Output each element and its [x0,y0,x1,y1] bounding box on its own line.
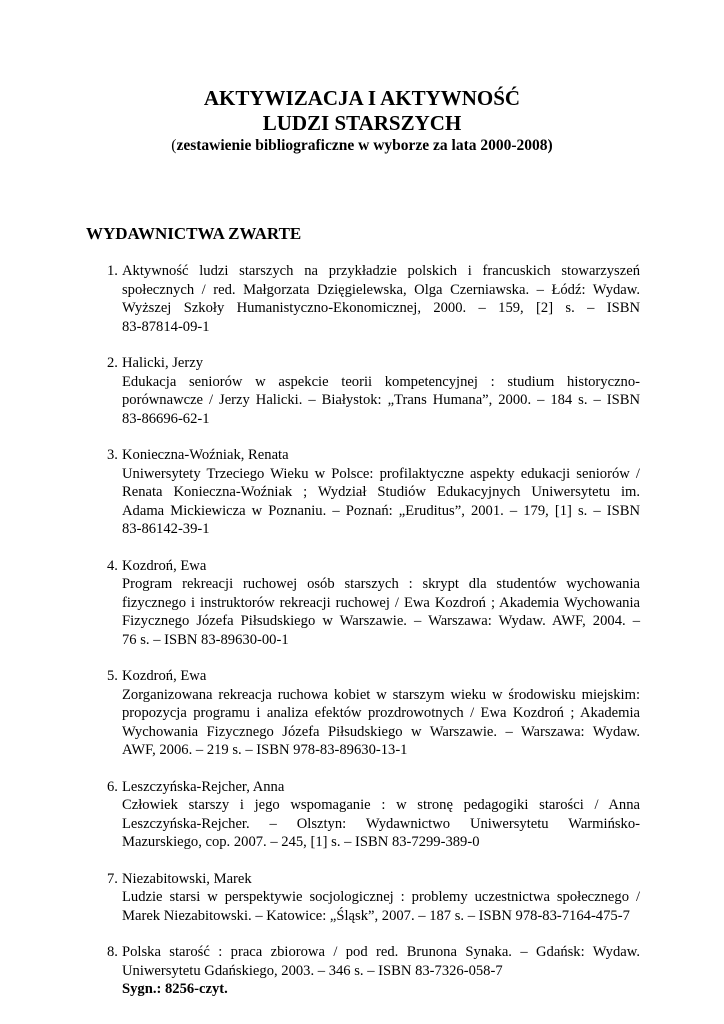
bibliography-list [107,262,640,1017]
entry-number: 7. [107,870,118,887]
entry-line: propozycja programu i analiza efektów prozdrowotnych / Ewa Kozdroń ; Akademia [122,705,640,721]
page-subtitle [0,137,724,155]
entry-line: Wychowania Fizycznego Józefa Piłsudskiego w Warszawie. – Warszawa: Wydaw. [122,723,640,740]
entry-author: Halicki, Jerzy [122,355,204,371]
entry-number: 1. [107,263,118,279]
entry-line: Uniwersytetu Gdańskiego, 2003. – 346 s. – ISBN 83-7326-058-7 [122,962,503,979]
entry-line: Mazurskiego, cop. 2007. – 245, [1] s. – ISBN 83-7299-389-0 [122,834,480,850]
entry-author: Leszczyńska-Rejcher, Anna [122,778,285,795]
entry-line: Renata Konieczna-Woźniak ; Wydział Studiów Edukacyjnych Uniwersytetu im. [122,484,640,500]
entry-line: AWF, 2006. – 219 s. – ISBN 978-83-89630-13-1 [122,742,408,758]
entry-line: Marek Niezabitowski. – Katowice: „Śląsk”, 2007. – 187 s. – ISBN 978-83-7164-475-7 [122,907,630,924]
entry-line: Program rekreacji ruchowej osób starszych : skrypt dla studentów wychowania [122,576,640,592]
entry-line: Polska starość : praca zbiorowa / pod red. Brunona Synaka. – Gdańsk: Wydaw. [122,944,640,960]
entry-line: Ludzie starsi w perspektywie socjologicznej : problemy uczestnictwa społecznego / [122,889,640,905]
entry-number: 4. [107,557,118,574]
call-number: Sygn.: 8256-czyt. [122,981,228,997]
page-title: AKTYWIZACJA I AKTYWNOŚĆ [203,86,521,110]
entry-line: Edukacja seniorów w aspekcie teorii kompetencyjnej : studium historyczno- [122,373,640,390]
bibliography-entry [107,557,640,650]
entry-line: 83-87814-09-1 [122,318,210,335]
subtitle-paren: ( [171,137,177,154]
entry-line: Człowiek starszy i jego wspomaganie : w stronę pedagogiki starości / Anna [122,797,640,813]
bibliography-entry [107,354,640,428]
entry-line: Zorganizowana rekreacja ruchowa kobiet w starszym wieku w środowisku miejskim: [122,686,640,703]
entry-author: Kozdroń, Ewa [122,668,207,684]
subtitle-text: zestawienie bibliograficzne w wyborze za lata 2000-2008) [176,137,553,154]
page-title-line-2: LUDZI STARSZYCH [262,111,462,135]
entry-number: 8. [107,944,118,960]
entry-line: Aktywność ludzi starszych na przykładzie polskich i francuskich stowarzyszeń [122,263,640,279]
bibliography-entry [107,262,640,336]
entry-number: 3. [107,447,118,463]
bibliography-entry [107,446,640,539]
bibliography-entry [107,667,640,760]
entry-number: 6. [107,778,118,795]
entry-number: 2. [107,355,118,371]
entry-line: fizycznego i instruktorów rekreacji ruchowej / Ewa Kozdroń ; Akademia Wychowania [122,594,640,611]
entry-line: Leszczyńska-Rejcher. – Olsztyn: Wydawnictwo Uniwersytetu Warmińsko- [122,815,640,832]
entry-author: Kozdroń, Ewa [122,557,207,574]
entry-line: 83-86142-39-1 [122,521,210,537]
entry-line: Wyższej Szkoły Humanistyczno-Ekonomicznej, 2000. – 159, [2] s. – ISBN [122,300,640,316]
entry-number: 5. [107,668,118,684]
section-heading: WYDAWNICTWA ZWARTE [86,224,302,243]
entry-line: Adama Mickiewicza w Poznaniu. – Poznań: „Eruditus”, 2001. – 179, [1] s. – ISBN [122,502,640,519]
entry-line: 76 s. – ISBN 83-89630-00-1 [122,631,289,648]
bibliography-entry [107,870,640,926]
entry-author: Konieczna-Woźniak, Renata [122,447,289,463]
entry-line: społecznych / red. Małgorzata Dzięgielewska, Olga Czerniawska. – Łódź: Wydaw. [122,281,640,298]
entry-line: 83-86696-62-1 [122,410,210,427]
entry-line: Fizycznego Józefa Piłsudskiego w Warszawie. – Warszawa: Wydaw. AWF, 2004. – [122,613,640,629]
entry-line: porównawcze / Jerzy Halicki. – Białystok: „Trans Humana”, 2000. – 184 s. – ISBN [122,392,640,408]
bibliography-entry [107,943,640,999]
entry-author: Niezabitowski, Marek [122,870,252,887]
entry-line: Uniwersytety Trzeciego Wieku w Polsce: profilaktyczne aspekty edukacji seniorów / [122,465,640,482]
bibliography-entry [107,778,640,852]
